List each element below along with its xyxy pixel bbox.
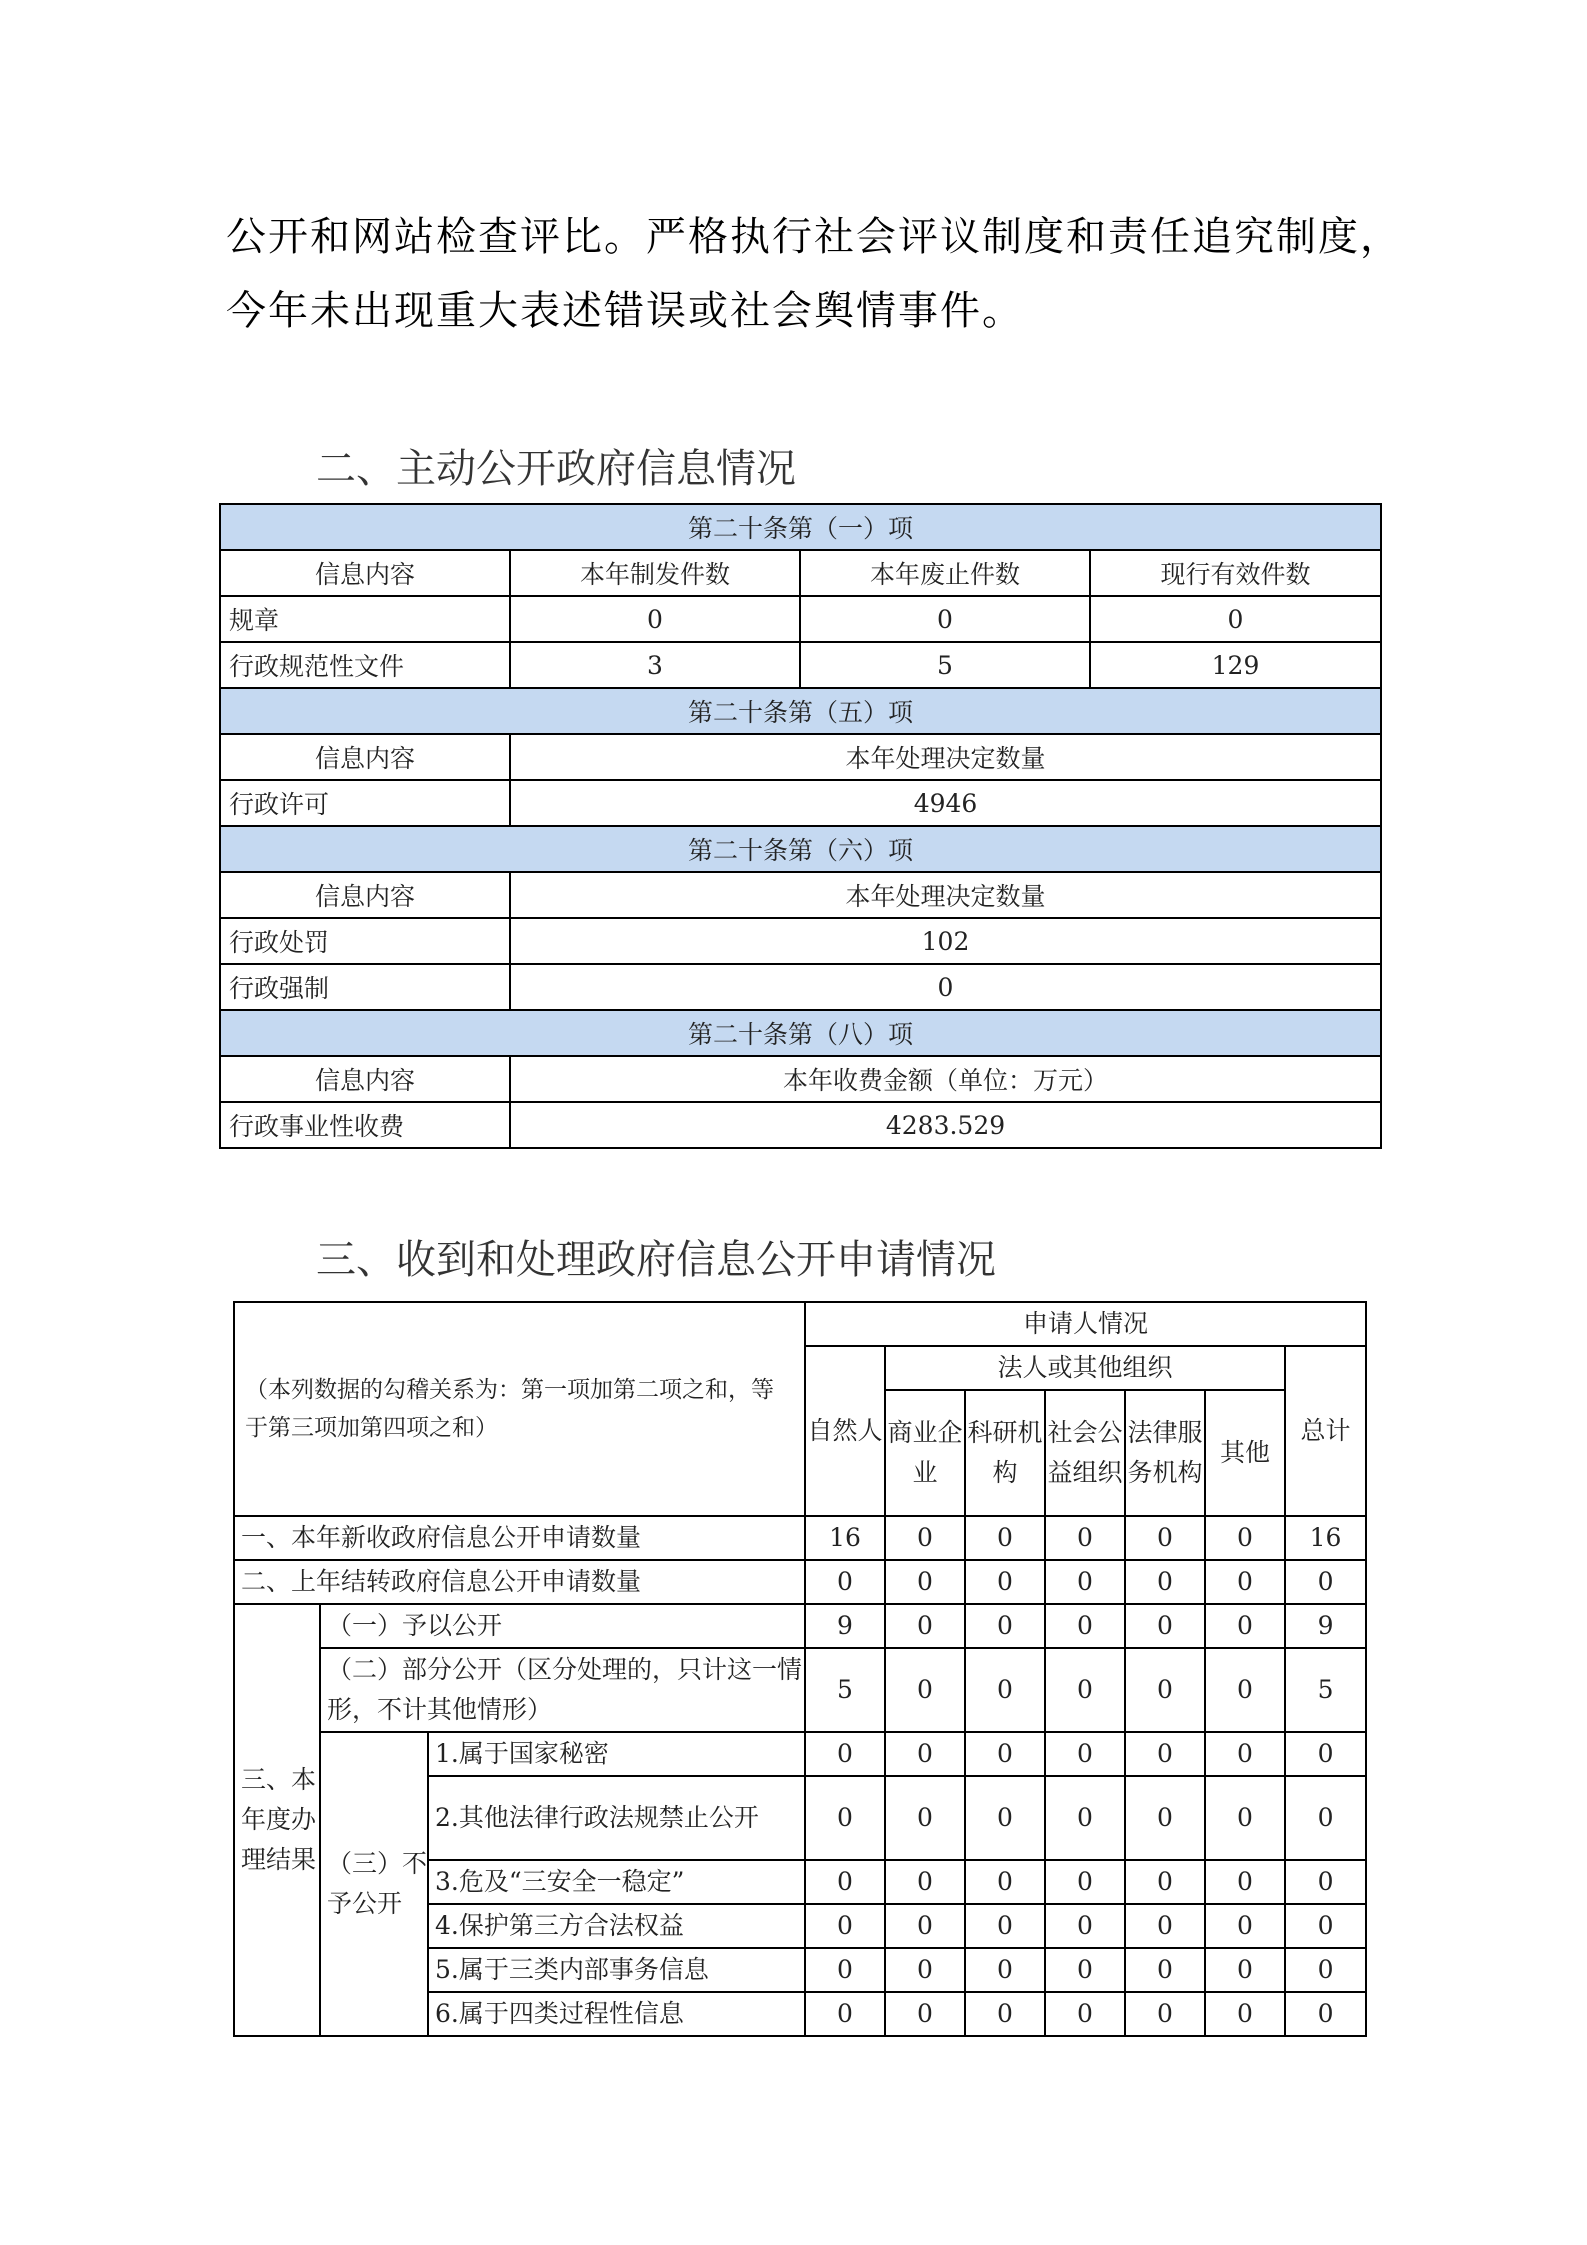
- value-cell: 0: [1205, 1776, 1285, 1860]
- value-cell: 129: [1090, 642, 1381, 688]
- value-cell: 0: [1285, 1732, 1366, 1776]
- value-cell: 0: [1285, 1948, 1366, 1992]
- value-cell: 0: [1205, 1948, 1285, 1992]
- table-row: [220, 964, 1381, 1010]
- value-cell: 0: [805, 1776, 885, 1860]
- value-cell: 0: [885, 1776, 965, 1860]
- value-cell: 16: [1285, 1516, 1366, 1560]
- value-cell: 5: [805, 1648, 885, 1732]
- application-table: [233, 1301, 1367, 2037]
- org-col-header: 商业企业: [885, 1390, 965, 1516]
- value-cell: 0: [965, 1732, 1045, 1776]
- value-cell: 0: [1045, 1560, 1125, 1604]
- value-cell: 0: [1205, 1860, 1285, 1904]
- intro-line-1: 公开和网站检查评比。严格执行社会评议制度和责任追究制度，: [226, 214, 1402, 260]
- reconciliation-note: （本列数据的勾稽关系为：第一项加第二项之和，等于第三项加第四项之和）: [234, 1302, 805, 1516]
- value-cell: 0: [885, 1516, 965, 1560]
- value-cell: 0: [1125, 1560, 1205, 1604]
- proactive-disclosure-table: [219, 503, 1382, 1149]
- value-cell: 0: [1125, 1904, 1205, 1948]
- value-cell: 0: [1205, 1560, 1285, 1604]
- value-cell: 0: [885, 1560, 965, 1604]
- row-label: 1.属于国家秘密: [428, 1732, 805, 1776]
- table-row: [234, 1648, 1366, 1732]
- value-cell: 0: [885, 1732, 965, 1776]
- row-label: 行政事业性收费: [220, 1102, 510, 1148]
- header-cell: 本年废止件数: [800, 550, 1090, 596]
- table-row: [234, 1604, 1366, 1648]
- value-cell: 0: [1125, 1648, 1205, 1732]
- row-label: 一、本年新收政府信息公开申请数量: [234, 1516, 805, 1560]
- value-cell: 0: [1285, 1776, 1366, 1860]
- value-cell: 4283.529: [510, 1102, 1381, 1148]
- value-cell: 0: [1125, 1516, 1205, 1560]
- value-cell: 0: [1125, 1732, 1205, 1776]
- value-cell: 0: [1090, 596, 1381, 642]
- value-cell: 0: [1045, 1904, 1125, 1948]
- header-cell: 本年收费金额（单位：万元）: [510, 1056, 1381, 1102]
- header-cell: 信息内容: [220, 734, 510, 780]
- value-cell: 0: [885, 1604, 965, 1648]
- org-col-header: 其他: [1205, 1390, 1285, 1516]
- value-cell: 0: [965, 1516, 1045, 1560]
- value-cell: 0: [805, 1560, 885, 1604]
- value-cell: 0: [885, 1904, 965, 1948]
- value-cell: 0: [800, 596, 1090, 642]
- value-cell: 0: [805, 1948, 885, 1992]
- table-row: [234, 1560, 1366, 1604]
- natural-person-header: 自然人: [805, 1346, 885, 1516]
- value-cell: 0: [805, 1992, 885, 2036]
- value-cell: 3: [510, 642, 800, 688]
- row-label: 5.属于三类内部事务信息: [428, 1948, 805, 1992]
- value-cell: 0: [965, 1560, 1045, 1604]
- value-cell: 0: [1045, 1776, 1125, 1860]
- value-cell: 0: [1125, 1776, 1205, 1860]
- row-label: 3.危及“三安全一稳定”: [428, 1860, 805, 1904]
- row-label: 行政规范性文件: [220, 642, 510, 688]
- value-cell: 0: [1205, 1732, 1285, 1776]
- value-cell: 0: [965, 1648, 1045, 1732]
- value-cell: 0: [965, 1904, 1045, 1948]
- row-label: 行政处罚: [220, 918, 510, 964]
- value-cell: 0: [510, 964, 1381, 1010]
- value-cell: 0: [1125, 1860, 1205, 1904]
- value-cell: 9: [1285, 1604, 1366, 1648]
- row-label: 行政强制: [220, 964, 510, 1010]
- value-cell: 0: [805, 1904, 885, 1948]
- header-cell: 信息内容: [220, 872, 510, 918]
- value-cell: 0: [510, 596, 800, 642]
- org-col-header: 社会公益组织: [1045, 1390, 1125, 1516]
- group-label: 三、本年度办理结果: [234, 1604, 320, 2036]
- row-label: 行政许可: [220, 780, 510, 826]
- value-cell: 0: [1045, 1948, 1125, 1992]
- value-cell: 0: [885, 1948, 965, 1992]
- table-row: [220, 1102, 1381, 1148]
- header-cell: 信息内容: [220, 1056, 510, 1102]
- table-row: [234, 1732, 1366, 1776]
- value-cell: 5: [1285, 1648, 1366, 1732]
- value-cell: 0: [805, 1732, 885, 1776]
- value-cell: 0: [885, 1648, 965, 1732]
- value-cell: 4946: [510, 780, 1381, 826]
- value-cell: 5: [800, 642, 1090, 688]
- value-cell: 0: [965, 1860, 1045, 1904]
- value-cell: 0: [965, 1776, 1045, 1860]
- band-art5: 第二十条第（五）项: [220, 688, 1381, 734]
- header-cell: 现行有效件数: [1090, 550, 1381, 596]
- value-cell: 0: [1125, 1992, 1205, 2036]
- value-cell: 0: [1205, 1648, 1285, 1732]
- value-cell: 0: [1125, 1948, 1205, 1992]
- applicant-header: 申请人情况: [805, 1302, 1366, 1346]
- row-label: 2.其他法律行政法规禁止公开: [428, 1776, 805, 1860]
- header-cell: 本年处理决定数量: [510, 734, 1381, 780]
- value-cell: 0: [885, 1992, 965, 2036]
- band-art6: 第二十条第（六）项: [220, 826, 1381, 872]
- row-label: 规章: [220, 596, 510, 642]
- value-cell: 9: [805, 1604, 885, 1648]
- section2-title: 二、主动公开政府信息情况: [316, 446, 796, 492]
- value-cell: 0: [1045, 1604, 1125, 1648]
- value-cell: 16: [805, 1516, 885, 1560]
- org-header: 法人或其他组织: [885, 1346, 1285, 1390]
- value-cell: 0: [965, 1992, 1045, 2036]
- value-cell: 0: [965, 1604, 1045, 1648]
- value-cell: 0: [965, 1948, 1045, 1992]
- header-cell: 本年处理决定数量: [510, 872, 1381, 918]
- value-cell: 0: [1045, 1516, 1125, 1560]
- value-cell: 0: [1285, 1992, 1366, 2036]
- withheld-group-label: （三）不予公开: [320, 1732, 428, 2036]
- row-label: 6.属于四类过程性信息: [428, 1992, 805, 2036]
- value-cell: 0: [1285, 1860, 1366, 1904]
- value-cell: 0: [805, 1860, 885, 1904]
- value-cell: 0: [885, 1860, 965, 1904]
- table-row: [220, 780, 1381, 826]
- table-row: [220, 918, 1381, 964]
- value-cell: 0: [1045, 1860, 1125, 1904]
- total-header: 总计: [1285, 1346, 1366, 1516]
- value-cell: 0: [1045, 1732, 1125, 1776]
- value-cell: 0: [1205, 1516, 1285, 1560]
- intro-line-2: 今年未出现重大表述错误或社会舆情事件。: [226, 288, 1024, 334]
- band-art8: 第二十条第（八）项: [220, 1010, 1381, 1056]
- header-cell: 本年制发件数: [510, 550, 800, 596]
- row-label: 二、上年结转政府信息公开申请数量: [234, 1560, 805, 1604]
- value-cell: 0: [1205, 1604, 1285, 1648]
- table-row: [220, 596, 1381, 642]
- table-row: [234, 1516, 1366, 1560]
- section3-title: 三、收到和处理政府信息公开申请情况: [316, 1237, 996, 1283]
- org-col-header: 科研机构: [965, 1390, 1045, 1516]
- value-cell: 102: [510, 918, 1381, 964]
- value-cell: 0: [1045, 1648, 1125, 1732]
- header-cell: 信息内容: [220, 550, 510, 596]
- table-row: [220, 642, 1381, 688]
- value-cell: 0: [1125, 1604, 1205, 1648]
- row-label: （一）予以公开: [320, 1604, 805, 1648]
- org-col-header: 法律服务机构: [1125, 1390, 1205, 1516]
- value-cell: 0: [1285, 1904, 1366, 1948]
- band-art1: 第二十条第（一）项: [220, 504, 1381, 550]
- row-label: （二）部分公开（区分处理的，只计这一情形，不计其他情形）: [320, 1648, 805, 1732]
- value-cell: 0: [1205, 1992, 1285, 2036]
- row-label: 4.保护第三方合法权益: [428, 1904, 805, 1948]
- value-cell: 0: [1045, 1992, 1125, 2036]
- value-cell: 0: [1205, 1904, 1285, 1948]
- value-cell: 0: [1285, 1560, 1366, 1604]
